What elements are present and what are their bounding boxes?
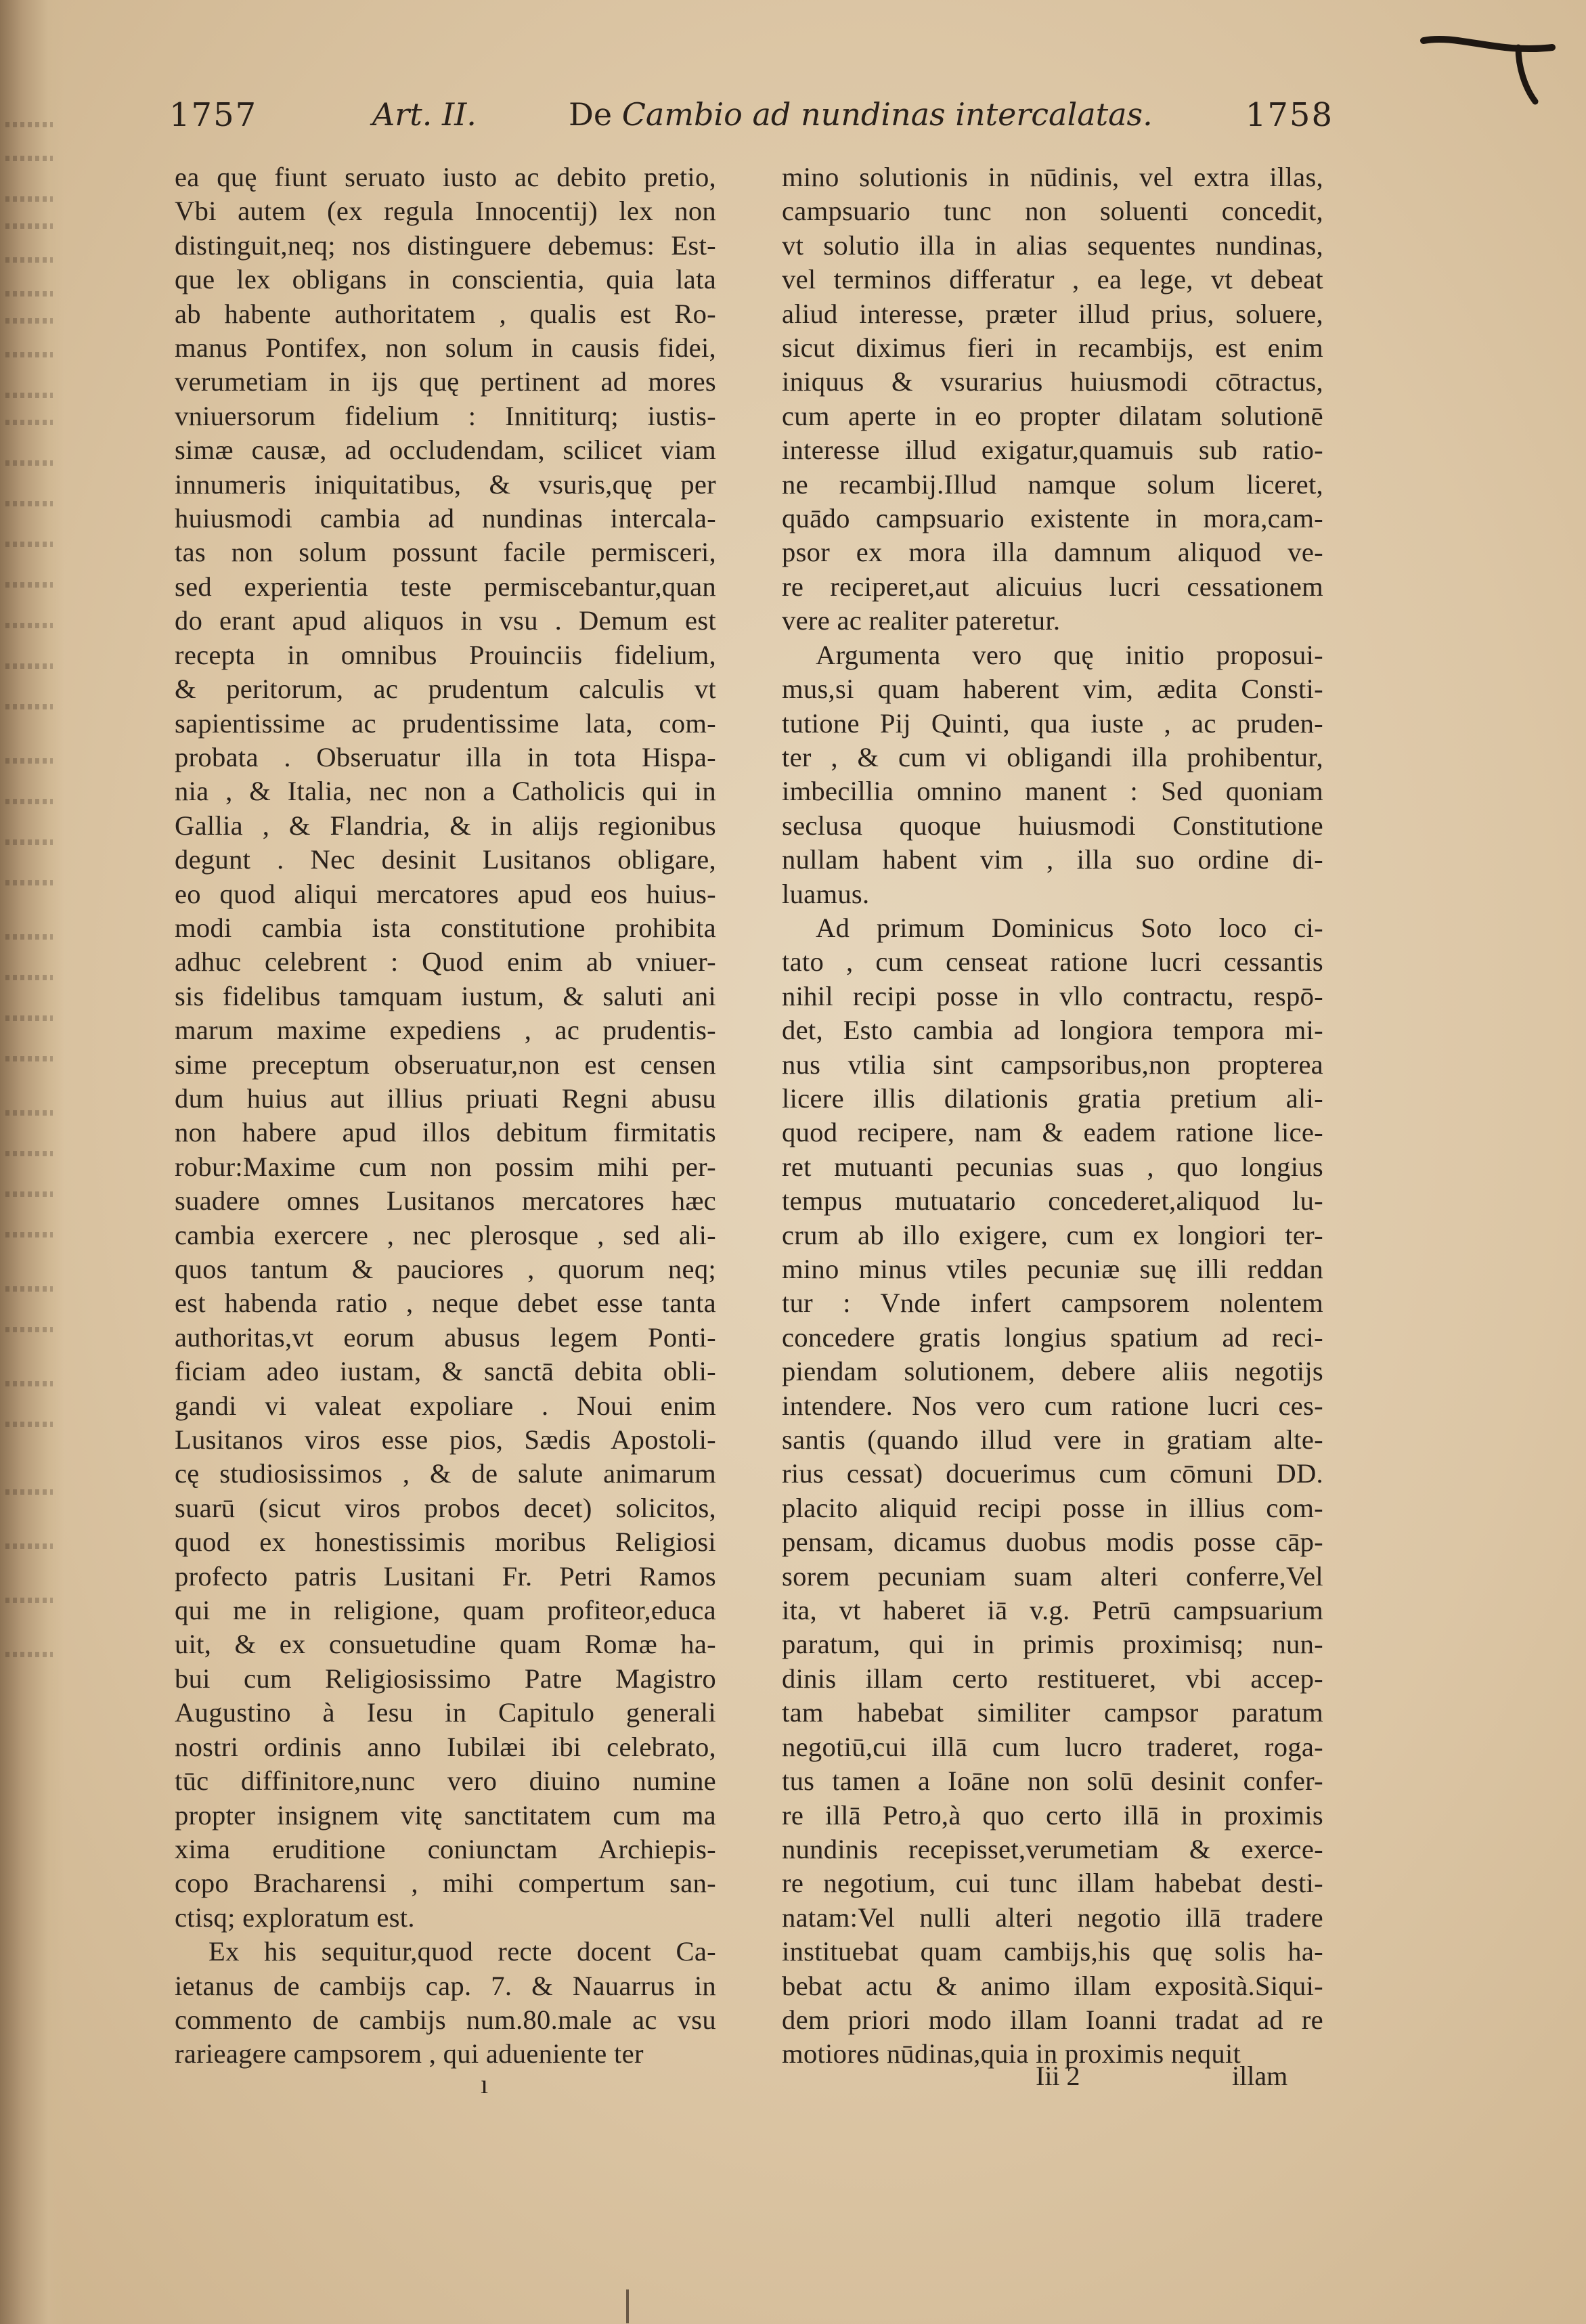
text-line: psor ex mora illa damnum aliquod ve-: [782, 537, 1323, 568]
text-line: uit, & ex consuetudine quam Romæ ha-: [175, 1629, 716, 1660]
text-line: verumetiam in ijs quę pertinent ad mores: [175, 366, 716, 397]
article-label: Art. II.: [372, 96, 477, 133]
text-line: mino solutionis in nūdinis, vel extra illas,: [782, 162, 1323, 192]
bleed-through-mark: [5, 623, 53, 628]
text-line: sicut diximus fieri in recambijs, est enim: [782, 332, 1323, 364]
text-line: interesse illud exigatur,quamuis sub ratio-: [782, 435, 1323, 466]
text-line: dem priori modo illam Ioanni tradat ad re: [782, 2004, 1323, 2035]
bleed-through-mark: [5, 1598, 53, 1603]
bleed-through-mark: [5, 1232, 53, 1237]
text-line: rarieagere campsorem , qui adueniente ter: [175, 2038, 644, 2069]
text-line: distinguit,neq; nos distinguere debemus: Est-: [175, 229, 716, 261]
bleed-through-mark: [5, 542, 53, 547]
text-line: paratum, qui in primis proximisq; nun-: [782, 1629, 1323, 1660]
text-line: natam:Vel nulli alteri negotio illā tradere: [782, 1902, 1323, 1933]
text-line: cambia exercere , nec plerosque , sed ali-: [175, 1219, 716, 1250]
text-line: huiusmodi cambia ad nundinas intercala-: [175, 503, 716, 534]
bleed-through-mark: [5, 501, 53, 506]
text-line: ietanus de cambijs cap. 7. & Nauarrus in: [175, 1970, 716, 2001]
text-line: dum huius aut illius priuati Regni abusu: [175, 1082, 716, 1114]
text-line: est habenda ratio , neque debet esse tanta: [175, 1288, 716, 1319]
running-title: [569, 96, 1153, 133]
text-line: quos tantum & pauciores , quorum neq;: [175, 1254, 716, 1284]
text-line: que lex obligans in conscientia, quia lata: [175, 264, 716, 295]
text-line: piendam solutionem, debere aliis negotijs: [782, 1356, 1323, 1387]
right-page-number: 1758: [1245, 96, 1334, 134]
bleed-through-mark: [5, 291, 53, 297]
text-line: vel terminos differatur , ea lege, vt debeat: [782, 264, 1323, 295]
text-line: propter insignem vitę sanctitatem cum ma: [175, 1799, 716, 1830]
bleed-through-mark: [5, 880, 53, 885]
text-line: tus tamen a Ioāne non solū desinit confer-: [782, 1766, 1323, 1797]
text-line: campsuario tunc non soluenti concedit,: [782, 196, 1323, 227]
right-column: [782, 160, 1323, 2071]
text-line: cum aperte in eo propter dilatam solutionē: [782, 400, 1323, 431]
text-line: motiores nūdinas,quia in proximis nequit: [782, 2038, 1241, 2069]
text-line: Augustino à Iesu in Capitulo generali: [175, 1697, 716, 1728]
text-line: recepta in omnibus Prouinciis fidelium,: [175, 639, 716, 670]
bleed-through-mark: [5, 839, 53, 845]
text-line: nihil recipi posse in vllo contractu, respō-: [782, 980, 1323, 1011]
bleed-through-mark: [5, 1327, 53, 1332]
left-column: [175, 160, 716, 2071]
text-line: re reciperet,aut alicuius lucri cessationem: [782, 571, 1323, 602]
text-line: profecto patris Lusitani Fr. Petri Ramos: [175, 1560, 716, 1592]
text-line: authoritas,vt eorum abusus legem Ponti-: [175, 1321, 716, 1353]
text-line: concedere gratis longius spatium ad reci-: [782, 1321, 1323, 1353]
text-line: sis fidelibus tamquam iustum, & saluti ani: [175, 980, 716, 1011]
running-title-italic: Cambio ad nundinas intercalatas.: [621, 96, 1153, 133]
text-line: tam habebat similiter campsor paratum: [782, 1697, 1323, 1728]
bleed-through-mark: [5, 1110, 53, 1116]
text-line: bui cum Religiosissimo Patre Magistro: [175, 1663, 716, 1694]
text-line: imbecillia omnino manent : Sed quoniam: [782, 776, 1323, 807]
text-line: ter , & cum vi obligandi illa prohibentur,: [782, 741, 1323, 772]
bleed-through-mark: [5, 223, 53, 229]
text-line: ab habente authoritatem , qualis est Ro-: [175, 298, 716, 329]
text-line: modi cambia ista constitutione prohibita: [175, 912, 716, 943]
text-line: negotiū,cui illā cum lucro traderet, roga-: [782, 1731, 1323, 1762]
text-line: iniquus & vsurarius huiusmodi cōtractus,: [782, 366, 1323, 397]
bleed-through-mark: [5, 393, 53, 398]
text-line: vt solutio illa in alias sequentes nundinas,: [782, 229, 1323, 261]
gutter-mark: [626, 2289, 629, 2323]
text-line: re illā Petro,à quo certo illā in proximis: [782, 1799, 1323, 1830]
text-line: Argumenta vero quę initio proposui-: [816, 639, 1323, 670]
bleed-through-mark: [5, 704, 53, 709]
text-line: ctisq; exploratum est.: [175, 1902, 415, 1933]
text-line: ne recambij.Illud namque solum liceret,: [782, 468, 1323, 500]
bleed-through-mark: [5, 318, 53, 324]
text-line: cę studiosissimos , & de salute animarum: [175, 1458, 716, 1489]
text-line: xima eruditione coniunctam Archiepis-: [175, 1833, 716, 1864]
bleed-through-mark: [5, 1543, 53, 1549]
text-line: instituebat quam cambijs,his quę solis ha-: [782, 1936, 1323, 1967]
text-line: simæ causæ, ad occludendam, scilicet viam: [175, 435, 716, 466]
text-line: tur : Vnde infert campsorem nolentem: [782, 1288, 1323, 1319]
text-line: marum maxime expediens , ac prudentis-: [175, 1015, 716, 1046]
bleed-through-mark: [5, 460, 53, 466]
bleed-through-mark: [5, 975, 53, 980]
bleed-through-mark: [5, 582, 53, 588]
text-line: crum ab illo exigere, cum ex longiori ter-: [782, 1219, 1323, 1250]
text-line: dinis illam certo restitueret, vbi accep-: [782, 1663, 1323, 1694]
text-line: copo Bracharensi , mihi compertum san-: [175, 1868, 716, 1899]
text-line: innumeris iniquitatibus, & vsuris,quę per: [175, 468, 716, 500]
catchword: illam: [1232, 2061, 1288, 2091]
text-line: vniuersorum fidelium : Innititurq; iustis-: [175, 400, 716, 431]
bleed-through-mark: [5, 1286, 53, 1292]
text-line: tas non solum possunt facile permisceri,: [175, 537, 716, 568]
text-line: probata . Obseruatur illa in tota Hispa-: [175, 741, 716, 772]
text-line: seclusa quoque huiusmodi Constitutione: [782, 810, 1323, 841]
corner-ink-mark: [1417, 27, 1559, 108]
text-line: quod ex honestissimis moribus Religiosi: [175, 1527, 716, 1558]
text-line: commento de cambijs num.80.male ac vsu: [175, 2004, 716, 2035]
text-line: Lusitanos viros esse pios, Sædis Apostoli-: [175, 1424, 716, 1455]
bleed-through-mark: [5, 663, 53, 669]
bleed-through-mark: [5, 420, 53, 425]
text-line: non habere apud illos debitum firmitatis: [175, 1117, 716, 1148]
left-page-number: 1757: [169, 96, 258, 134]
text-line: sed experientia teste permiscebantur,quan: [175, 571, 716, 602]
bleed-through-mark: [5, 1191, 53, 1197]
footer-mark: ı: [481, 2069, 489, 2099]
text-line: nundinis recepisset,verumetiam & exerce-: [782, 1833, 1323, 1864]
text-line: nus vtilia sint campsoribus,non propterea: [782, 1049, 1323, 1080]
signature-mark: Iii 2: [1036, 2061, 1080, 2091]
text-line: gandi vi valeat expoliare . Noui enim: [175, 1390, 716, 1421]
bleed-through-mark: [5, 1151, 53, 1156]
text-line: re negotium, cui tunc illam habebat desti-: [782, 1868, 1323, 1899]
binding-edge: [0, 0, 64, 2324]
text-line: adhuc celebrent : Quod enim ab vniuer-: [175, 946, 716, 978]
text-line: Gallia , & Flandria, & in alijs regionibus: [175, 810, 716, 841]
bleed-through-mark: [5, 934, 53, 940]
text-line: robur:Maxime cum non possim mihi per-: [175, 1151, 716, 1182]
text-line: pensam, dicamus duobus modis posse cāp-: [782, 1527, 1323, 1558]
text-line: nia , & Italia, nec non a Catholicis qui in: [175, 776, 716, 807]
text-line: & peritorum, ac prudentum calculis vt: [175, 674, 716, 705]
bleed-through-mark: [5, 352, 53, 357]
text-line: quādo campsuario existente in mora,cam-: [782, 503, 1323, 534]
running-header: [169, 81, 1334, 149]
bleed-through-mark: [5, 156, 53, 161]
text-line: suarū (sicut viros probos decet) solicitos,: [175, 1492, 716, 1523]
bleed-through-mark: [5, 1652, 53, 1657]
text-line: ret mutuanti pecunias suas , quo longius: [782, 1151, 1323, 1182]
text-line: Ad primum Dominicus Soto loco ci-: [816, 912, 1323, 943]
bleed-through-mark: [5, 1489, 53, 1495]
text-line: nostri ordinis anno Iubilæi ibi celebrato,: [175, 1731, 716, 1762]
bleed-through-mark: [5, 1381, 53, 1386]
bleed-through-mark: [5, 1056, 53, 1061]
text-line: qui me in religione, quam profiteor,educa: [175, 1595, 716, 1626]
bleed-through-mark: [5, 1422, 53, 1427]
bleed-through-mark: [5, 257, 53, 263]
text-line: rius cessat) docuerimus cum cōmuni DD.: [782, 1458, 1323, 1489]
text-line: det, Esto cambia ad longiora tempora mi-: [782, 1015, 1323, 1046]
text-line: ita, vt haberet iā v.g. Petrū campsuarium: [782, 1595, 1323, 1626]
text-line: aliud interesse, præter illud prius, soluere,: [782, 298, 1323, 329]
text-line: sime preceptum obseruatur,non est censen: [175, 1049, 716, 1080]
text-line: mino minus vtiles pecuniæ suę illi reddan: [782, 1254, 1323, 1284]
running-title-prefix: De: [569, 96, 613, 133]
text-line: eo quod aliqui mercatores apud eos huius-: [175, 878, 716, 909]
text-line: nullam habent vim , illa suo ordine di-: [782, 844, 1323, 875]
text-line: Ex his sequitur,quod recte docent Ca-: [208, 1936, 716, 1967]
text-line: luamus.: [782, 878, 870, 909]
text-line: intendere. Nos vero cum ratione lucri ces-: [782, 1390, 1323, 1421]
bleed-through-mark: [5, 1015, 53, 1021]
text-line: tutione Pij Quinti, qua iuste , ac pruden-: [782, 707, 1323, 739]
text-line: degunt . Nec desinit Lusitanos obligare,: [175, 844, 716, 875]
text-line: licere illis dilationis gratia pretium ali-: [782, 1082, 1323, 1114]
bleed-through-mark: [5, 758, 53, 764]
text-line: sorem pecuniam suam alteri conferre,Vel: [782, 1560, 1323, 1592]
text-line: Vbi autem (ex regula Innocentij) lex non: [175, 196, 716, 227]
text-line: suadere omnes Lusitanos mercatores hæc: [175, 1185, 716, 1216]
text-line: quod recipere, nam & eadem ratione lice-: [782, 1117, 1323, 1148]
text-line: sapientissime ac prudentissime lata, com-: [175, 707, 716, 739]
text-line: santis (quando illud vere in gratiam alte-: [782, 1424, 1323, 1455]
text-line: manus Pontifex, non solum in causis fidei,: [175, 332, 716, 364]
text-line: bebat actu & animo illam exposità.Siqui-: [782, 1970, 1323, 2001]
text-line: vere ac realiter pateretur.: [782, 605, 1061, 636]
text-line: tempus mutuatario concederet,aliquod lu-: [782, 1185, 1323, 1216]
text-line: ficiam adeo iustam, & sanctā debita obli-: [175, 1356, 716, 1387]
bleed-through-mark: [5, 799, 53, 804]
text-line: mus,si quam haberent vim, ædita Consti-: [782, 674, 1323, 705]
text-line: tato , cum censeat ratione lucri cessantis: [782, 946, 1323, 978]
bleed-through-mark: [5, 196, 53, 202]
text-line: ea quę fiunt seruato iusto ac debito pretio,: [175, 162, 716, 192]
text-line: do erant apud aliquos in vsu . Demum est: [175, 605, 716, 636]
text-line: tūc diffinitore,nunc vero diuino numine: [175, 1766, 716, 1797]
text-line: placito aliquid recipi posse in illius com-: [782, 1492, 1323, 1523]
bleed-through-mark: [5, 122, 53, 127]
